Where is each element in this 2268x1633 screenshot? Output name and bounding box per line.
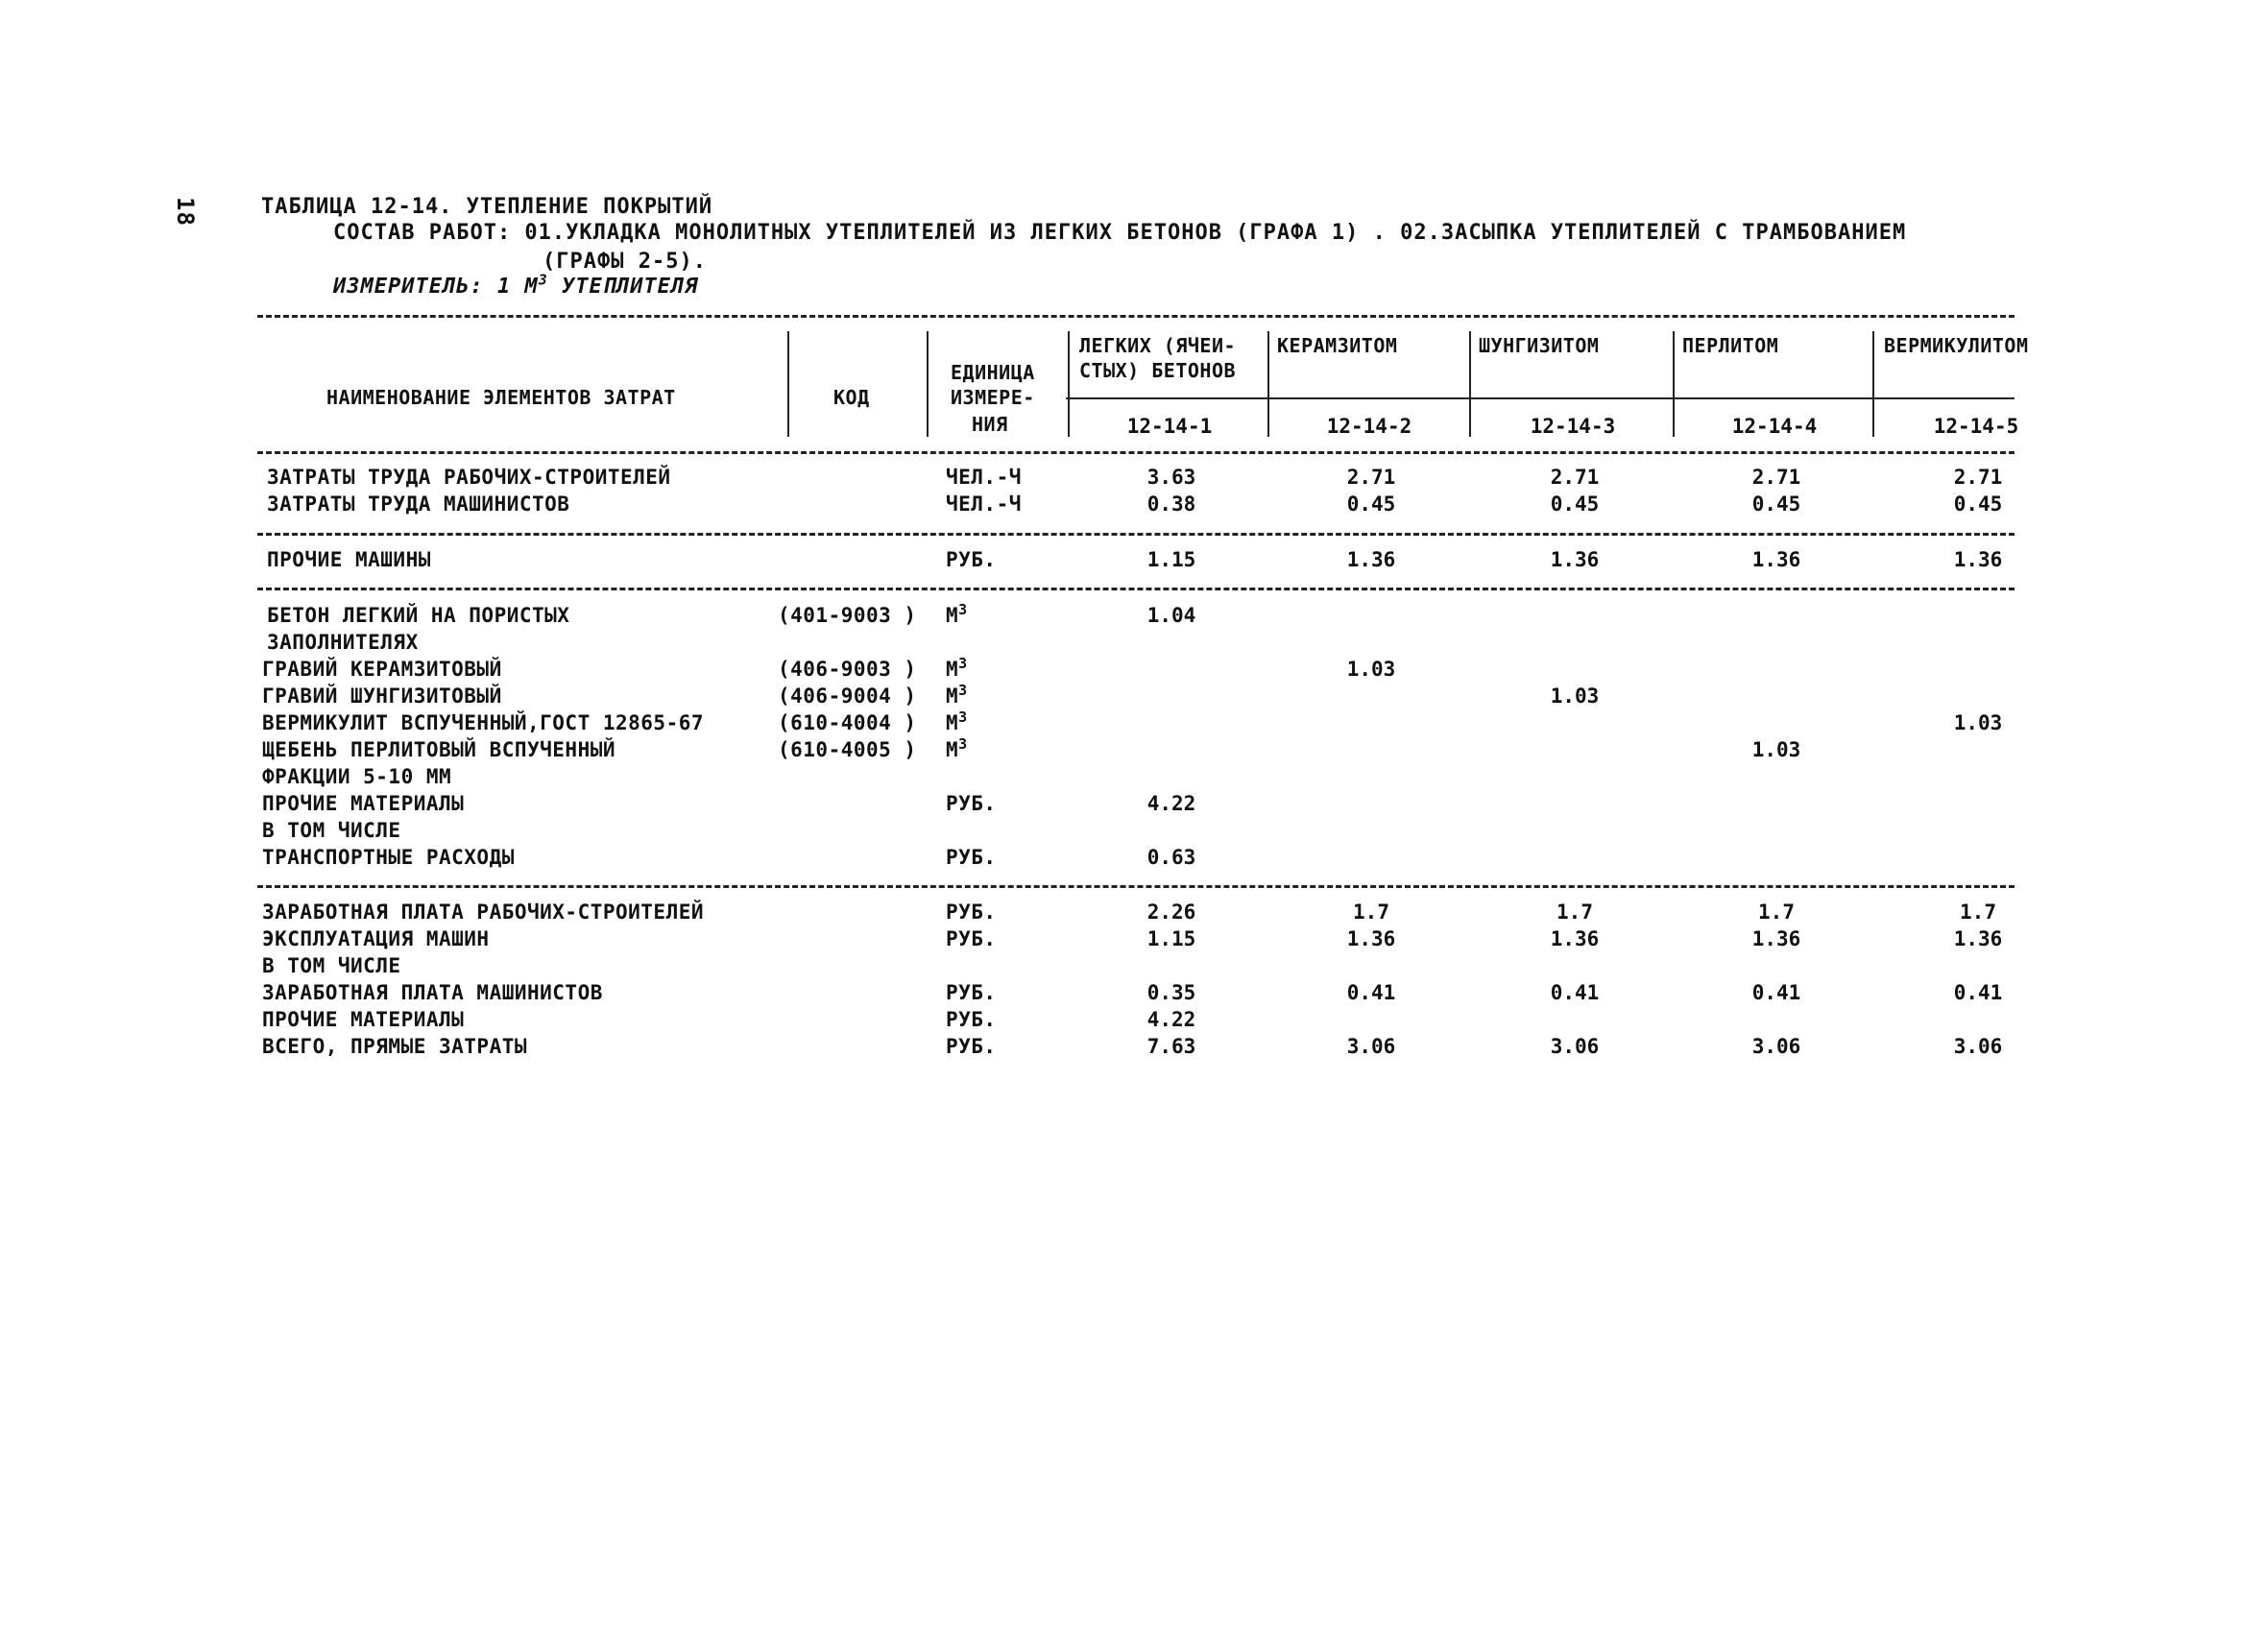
row-value: 2.71 [1751, 466, 1801, 489]
row-value: 0.41 [1550, 981, 1600, 1004]
row-resource-code: (406-9004 ) [778, 684, 917, 708]
row-value: 0.41 [1953, 981, 2003, 1004]
row-unit: ЧЕЛ.-Ч [946, 492, 1022, 516]
row-value: 2.71 [1953, 466, 2003, 489]
row-unit: РУБ. [946, 981, 997, 1004]
row-name: В ТОМ ЧИСЛЕ [262, 819, 401, 842]
row-value: 1.36 [1751, 927, 1801, 950]
row-value: 1.36 [1550, 548, 1600, 571]
header-col-expanded-clay: КЕРАМЗИТОМ [1277, 334, 1398, 357]
row-unit: РУБ. [946, 1035, 997, 1058]
header-col-lightweight-concrete: ЛЕГКИХ (ЯЧЕИ- [1079, 334, 1237, 357]
header-unit: ЕДИНИЦА [951, 361, 1035, 384]
row-name: ПРОЧИЕ МАШИНЫ [267, 548, 431, 571]
row-unit: РУБ. [946, 927, 997, 950]
row-value: 1.15 [1146, 548, 1196, 571]
row-resource-code: (610-4005 ) [778, 738, 917, 761]
row-unit: РУБ. [946, 901, 997, 924]
row-value: 1.36 [1550, 927, 1600, 950]
row-name: ЗАТРАТЫ ТРУДА МАШИНИСТОВ [267, 492, 570, 516]
work-composition-continued: (ГРАФЫ 2-5). [543, 250, 707, 274]
row-value: 1.36 [1953, 548, 2003, 571]
header-divider [1872, 331, 1874, 437]
page-number: 18 [172, 197, 199, 227]
row-value: 1.7 [1556, 901, 1593, 924]
row-unit: $М^3$ [946, 682, 968, 708]
row-value: 1.36 [1346, 548, 1396, 571]
row-value: 2.71 [1550, 466, 1600, 489]
row-value: 1.15 [1146, 927, 1196, 950]
row-value: 1.03 [1550, 684, 1600, 708]
row-resource-code: (610-4004 ) [778, 711, 917, 734]
section-rule [257, 533, 2015, 536]
row-value: 0.35 [1146, 981, 1196, 1004]
table-title: ТАБЛИЦА 12-14. УТЕПЛЕНИЕ ПОКРЫТИЙ [261, 195, 713, 219]
row-name: ФРАКЦИИ 5-10 ММ [262, 765, 452, 788]
row-resource-code: (406-9003 ) [778, 658, 917, 681]
row-value: 4.22 [1146, 792, 1196, 815]
row-name: В ТОМ ЧИСЛЕ [262, 954, 401, 977]
row-name: ЗАРАБОТНАЯ ПЛАТА МАШИНИСТОВ [262, 981, 603, 1004]
row-value: 0.45 [1550, 492, 1600, 516]
row-value: 7.63 [1146, 1035, 1196, 1058]
row-name: ТРАНСПОРТНЫЕ РАСХОДЫ [262, 846, 515, 869]
row-unit: ЧЕЛ.-Ч [946, 466, 1022, 489]
work-composition: СОСТАВ РАБОТ: 01.УКЛАДКА МОНОЛИТНЫХ УТЕПЛИТЕЛЕЙ ИЗ ЛЕГКИХ БЕТОНОВ (ГРАФА 1) . 02.ЗАСЫПКА УТЕПЛИТЕЛЕЙ С ТРАМБОВАНИЕМ [333, 221, 1907, 245]
measurement-unit: ИЗМЕРИТЕЛЬ: 1 $М^3$ УТЕПЛИТЕЛЯ [333, 271, 699, 299]
row-unit: $М^3$ [946, 735, 968, 761]
header-unit: НИЯ [972, 413, 1008, 436]
header-unit: ИЗМЕРЕ- [951, 386, 1035, 409]
header-rate-code: 12-14-5 [1933, 415, 2019, 438]
row-unit: $М^3$ [946, 601, 968, 627]
row-name: ВЕРМИКУЛИТ ВСПУЧЕННЫЙ,ГОСТ 12865-67 [262, 711, 705, 734]
row-name: ПРОЧИЕ МАТЕРИАЛЫ [262, 1008, 465, 1031]
header-code: КОД [833, 386, 870, 409]
row-value: 1.03 [1346, 658, 1396, 681]
row-value: 0.45 [1346, 492, 1396, 516]
row-value: 1.03 [1953, 711, 2003, 734]
table-top-rule [257, 315, 2015, 318]
row-value: 1.36 [1346, 927, 1396, 950]
section-rule [257, 885, 2015, 888]
row-value: 1.04 [1146, 604, 1196, 627]
row-value: 1.36 [1751, 548, 1801, 571]
row-name: ЗАТРАТЫ ТРУДА РАБОЧИХ-СТРОИТЕЛЕЙ [267, 466, 671, 489]
row-value: 0.41 [1346, 981, 1396, 1004]
row-unit: $М^3$ [946, 655, 968, 681]
row-unit: РУБ. [946, 1008, 997, 1031]
header-divider [927, 331, 929, 437]
row-value: 0.41 [1751, 981, 1801, 1004]
row-name: ГРАВИЙ КЕРАМЗИТОВЫЙ [262, 658, 502, 681]
row-value: 1.7 [1960, 901, 1996, 924]
row-unit: $М^3$ [946, 708, 968, 734]
row-value: 1.7 [1758, 901, 1795, 924]
row-value: 3.63 [1146, 466, 1196, 489]
row-value: 1.7 [1353, 901, 1389, 924]
header-divider [1469, 331, 1471, 437]
header-divider [1267, 331, 1269, 437]
header-divider [787, 331, 789, 437]
row-name: ЩЕБЕНЬ ПЕРЛИТОВЫЙ ВСПУЧЕННЫЙ [262, 738, 616, 761]
row-name: ЗАРАБОТНАЯ ПЛАТА РАБОЧИХ-СТРОИТЕЛЕЙ [262, 901, 705, 924]
row-value: 1.36 [1953, 927, 2003, 950]
row-value: 3.06 [1346, 1035, 1396, 1058]
header-col-lightweight-concrete: СТЫХ) БЕТОНОВ [1079, 359, 1237, 382]
row-unit: РУБ. [946, 548, 997, 571]
header-divider [1673, 331, 1675, 437]
row-value: 3.06 [1953, 1035, 2003, 1058]
header-rate-code: 12-14-4 [1731, 415, 1818, 438]
row-value: 2.71 [1346, 466, 1396, 489]
header-rate-code: 12-14-1 [1126, 415, 1213, 438]
row-name: ВСЕГО, ПРЯМЫЕ ЗАТРАТЫ [262, 1035, 528, 1058]
header-rate-code: 12-14-2 [1326, 415, 1412, 438]
row-name: ЗАПОЛНИТЕЛЯХ [267, 631, 419, 654]
header-col-vermiculite: ВЕРМИКУЛИТОМ [1884, 334, 2029, 357]
row-value: 0.63 [1146, 846, 1196, 869]
section-rule [257, 588, 2015, 590]
row-value: 0.45 [1751, 492, 1801, 516]
row-unit: РУБ. [946, 792, 997, 815]
header-rate-code: 12-14-3 [1530, 415, 1616, 438]
row-value: 0.45 [1953, 492, 2003, 516]
header-divider [1068, 331, 1070, 437]
row-name: БЕТОН ЛЕГКИЙ НА ПОРИСТЫХ [267, 604, 570, 627]
row-value: 1.03 [1751, 738, 1801, 761]
header-bottom-rule [257, 451, 2015, 454]
header-name: НАИМЕНОВАНИЕ ЭЛЕМЕНТОВ ЗАТРАТ [326, 386, 676, 409]
header-col-shungizite: ШУНГИЗИТОМ [1479, 334, 1600, 357]
row-resource-code: (401-9003 ) [778, 604, 917, 627]
row-value: 3.06 [1751, 1035, 1801, 1058]
row-name: ЭКСПЛУАТАЦИЯ МАШИН [262, 927, 490, 950]
row-unit: РУБ. [946, 846, 997, 869]
row-name: ПРОЧИЕ МАТЕРИАЛЫ [262, 792, 465, 815]
row-value: 3.06 [1550, 1035, 1600, 1058]
header-col-perlite: ПЕРЛИТОМ [1682, 334, 1779, 357]
row-value: 0.38 [1146, 492, 1196, 516]
row-value: 2.26 [1146, 901, 1196, 924]
row-name: ГРАВИЙ ШУНГИЗИТОВЫЙ [262, 684, 502, 708]
row-value: 4.22 [1146, 1008, 1196, 1031]
